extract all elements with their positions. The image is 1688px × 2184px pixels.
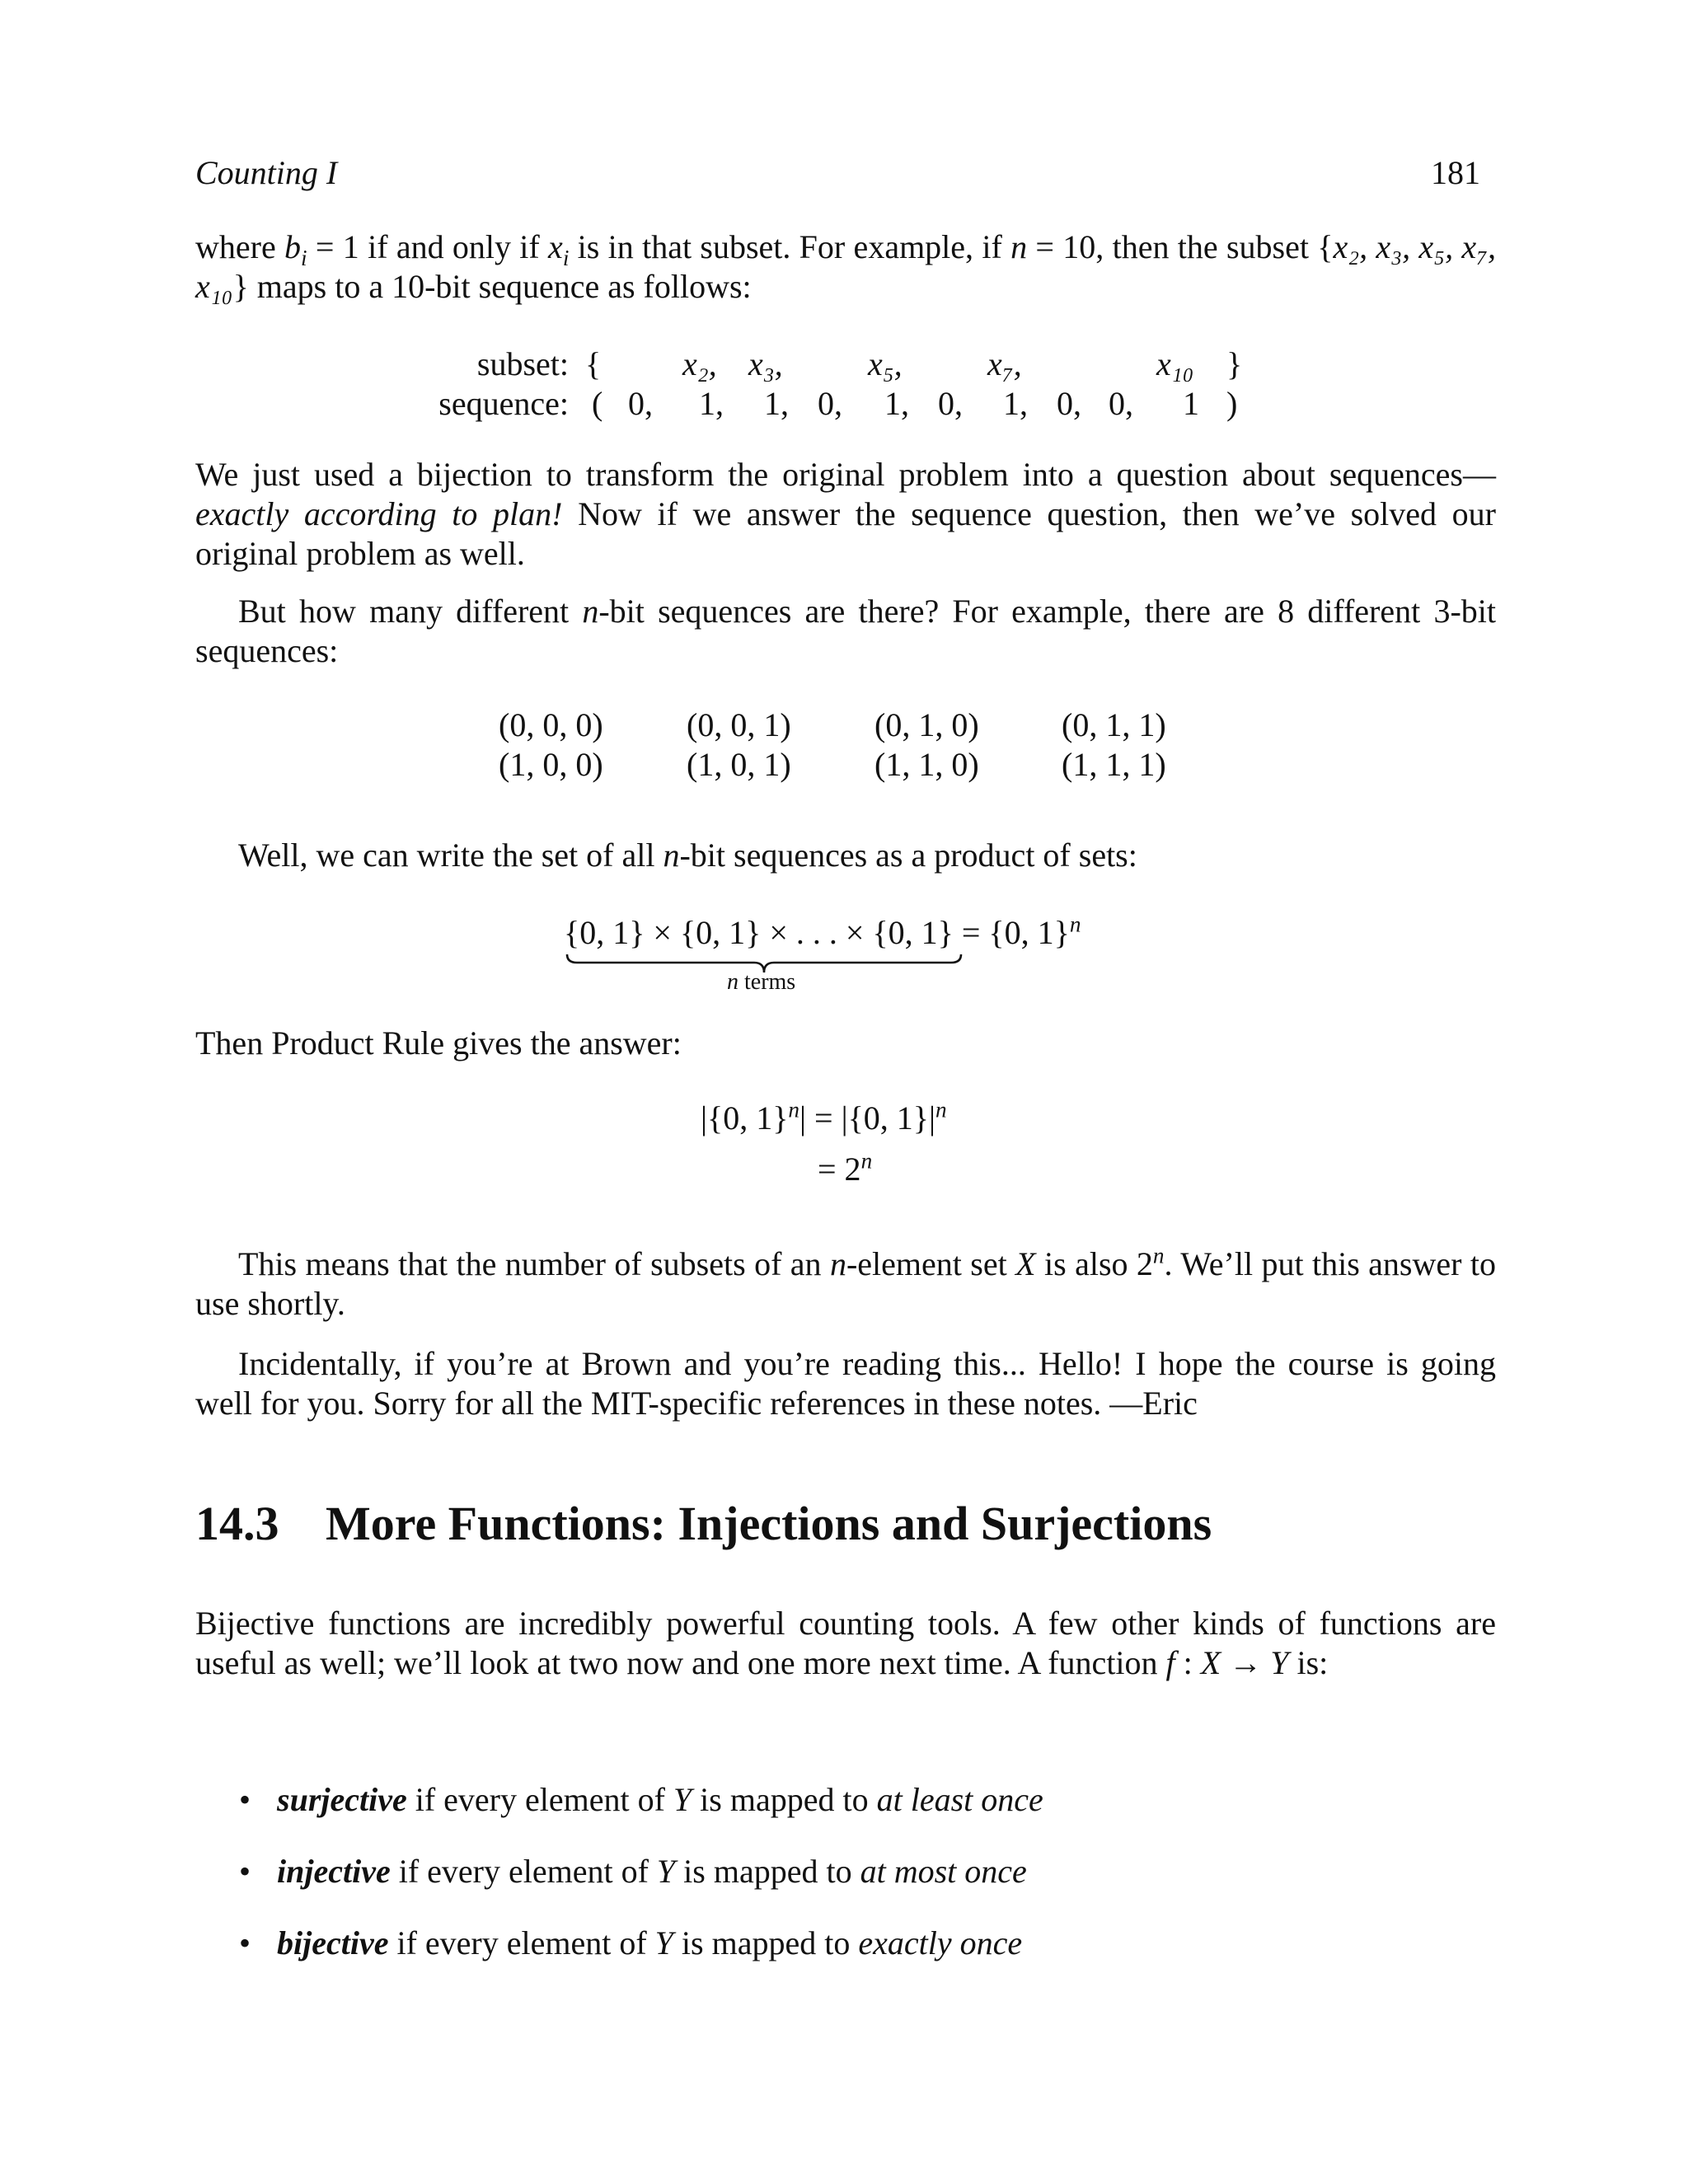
math-X: X xyxy=(1200,1644,1221,1681)
sequence-cell: 0, xyxy=(818,385,842,422)
underbrace-label xyxy=(727,969,795,996)
product-equation xyxy=(564,913,1081,953)
emphasis: exactly once xyxy=(858,1924,1023,1961)
sequence-cell: ( xyxy=(592,385,603,422)
tuple: (0, 0, 0) xyxy=(499,706,603,743)
text: is mapped to xyxy=(675,1853,860,1890)
sequence-cell: 0, xyxy=(1109,385,1133,422)
paragraph-product-rule xyxy=(195,1024,1496,1063)
math-sub: i xyxy=(301,246,307,270)
tuples-grid xyxy=(0,705,1688,788)
math-n: n xyxy=(663,837,680,874)
term-bijective: bijective xyxy=(277,1924,389,1961)
text: : xyxy=(1175,1644,1201,1681)
answer-equation-line2 xyxy=(818,1150,872,1189)
sequence-cell: ) xyxy=(1226,385,1238,422)
list-item xyxy=(239,1852,1475,1891)
math-n: n xyxy=(829,1245,846,1282)
text: Then Product Rule gives the answer: xyxy=(195,1024,682,1062)
text: = |{0, 1}| xyxy=(806,1099,935,1137)
sequence-label: sequence: xyxy=(438,385,569,422)
tuple: (1, 0, 0) xyxy=(499,746,603,783)
section-heading xyxy=(195,1496,1212,1551)
bullet-icon: • xyxy=(239,1781,251,1818)
product-lhs: {0, 1} × {0, 1} × . . . × {0, 1} xyxy=(564,914,954,951)
text: -bit sequences as a product of sets: xyxy=(679,837,1137,874)
paragraph-brown-note xyxy=(195,1344,1496,1423)
math-Y: Y xyxy=(654,1924,673,1961)
text: if every element of xyxy=(388,1924,655,1961)
running-title: Counting I xyxy=(195,154,338,191)
text: . We’ll put this answer to use shortly. xyxy=(195,1245,1496,1322)
answer-equation-line1 xyxy=(701,1099,947,1138)
sequence-cell: 1, xyxy=(699,385,724,422)
subset-cell: } xyxy=(1226,345,1243,382)
text: |{0, 1} xyxy=(701,1099,789,1137)
text: Now if we answer the sequence question, then we’ve solved our original problem as well. xyxy=(195,495,1496,572)
sequence-row xyxy=(321,384,1311,424)
math-Y: Y xyxy=(656,1853,676,1890)
text: Bijective functions are incredibly powerful counting tools. A few other kinds of functions are useful as well; we’ll look at two now and one more next time. A function xyxy=(195,1605,1496,1681)
text: We just used a bijection to transform the original problem into a question about sequences— xyxy=(195,456,1496,493)
paragraph-subsets-count xyxy=(195,1244,1496,1324)
tuple: (1, 1, 0) xyxy=(874,746,979,783)
subset-cell: x₅, xyxy=(868,345,903,382)
section-title: More Functions: Injections and Surjections xyxy=(326,1497,1212,1550)
tuple: (0, 1, 0) xyxy=(874,706,979,743)
math-brace: } xyxy=(232,268,249,305)
text: = 2 xyxy=(818,1151,861,1188)
math-brace: { xyxy=(1317,228,1334,265)
subset-cell: x₇, xyxy=(987,345,1022,382)
text: → xyxy=(1221,1644,1271,1681)
text: if every element of xyxy=(390,1853,657,1890)
list-item xyxy=(239,1924,1475,1963)
math-n: n xyxy=(582,593,599,630)
subset-cell: x₂, xyxy=(682,345,717,382)
text: Incidentally, if you’re at Brown and you’re reading this... Hello! I hope the course is going well for you. Sorry for all the MIT-specific references in these notes. —Eric xyxy=(195,1345,1496,1422)
math-x: x xyxy=(548,228,563,265)
text: is: xyxy=(1288,1644,1329,1681)
paragraph-function-kinds xyxy=(195,1604,1496,1683)
tuple: (0, 0, 1) xyxy=(687,706,791,743)
list-item xyxy=(239,1780,1475,1820)
bullet-icon: • xyxy=(239,1924,251,1961)
math-Y: Y xyxy=(673,1781,692,1818)
term-injective: injective xyxy=(277,1853,391,1890)
subset-label: subset: xyxy=(476,345,569,382)
page-number: 181 xyxy=(1431,154,1480,191)
tuple: (1, 0, 1) xyxy=(687,746,791,783)
text: is mapped to xyxy=(673,1924,859,1961)
math-sup: n xyxy=(788,1097,799,1122)
text: Well, we can write the set of all xyxy=(238,837,663,874)
math-n: n xyxy=(727,969,738,995)
text: -bit sequences are there? For example, there are 8 different 3-bit sequences: xyxy=(195,593,1496,669)
text: if every element of xyxy=(406,1781,673,1818)
math-sup: n xyxy=(1069,912,1081,937)
text: is in that subset. For example, if xyxy=(569,228,1011,265)
sequence-cell: 0, xyxy=(938,385,963,422)
sequence-cell: 1, xyxy=(764,385,789,422)
text: where xyxy=(195,228,285,265)
text: is also 2 xyxy=(1035,1245,1153,1282)
sequence-cell: 1 xyxy=(1183,385,1199,422)
subset-cell: x₁₀ xyxy=(1156,345,1194,382)
emphasis: at least once xyxy=(876,1781,1043,1818)
paragraph-how-many xyxy=(195,592,1496,671)
paragraph-bijection xyxy=(195,455,1496,574)
math-sup: n xyxy=(935,1097,947,1122)
tuple: (1, 1, 1) xyxy=(1062,746,1166,783)
paragraph-subset-mapping xyxy=(195,227,1496,307)
text: -element set xyxy=(846,1245,1016,1282)
subset-cell: x₃, xyxy=(748,345,783,382)
text: is mapped to xyxy=(692,1781,877,1818)
sequence-cell: 1, xyxy=(1003,385,1028,422)
function-kinds-list xyxy=(239,1780,1475,1995)
math-b: b xyxy=(284,228,302,265)
emphasis: at most once xyxy=(860,1853,1027,1890)
product-rhs: = {0, 1} xyxy=(953,914,1070,951)
paragraph-product-of-sets xyxy=(195,836,1496,875)
subset-row xyxy=(321,344,1311,384)
math-sup: n xyxy=(860,1148,873,1174)
text: = 10, then the subset xyxy=(1027,228,1309,265)
term-surjective: surjective xyxy=(277,1781,407,1818)
sequence-cell: 1, xyxy=(884,385,909,422)
text: But how many different xyxy=(238,593,583,630)
subset-cell: { xyxy=(585,345,602,382)
bullet-icon: • xyxy=(239,1853,251,1890)
math-set-elements: x₂, x₃, x₅, x₇, x₁₀ xyxy=(195,228,1497,305)
math-Y: Y xyxy=(1270,1644,1289,1681)
sequence-cell: 0, xyxy=(628,385,653,422)
emphasis: exactly according to plan! xyxy=(195,495,563,532)
math-sup: n xyxy=(1152,1243,1165,1268)
math-n: n xyxy=(1010,228,1028,265)
sequence-cell: 0, xyxy=(1057,385,1081,422)
math-X: X xyxy=(1015,1245,1036,1282)
math-sub: i xyxy=(562,246,570,270)
text: = 1 if and only if xyxy=(307,228,549,265)
text: | xyxy=(799,1099,807,1137)
section-number: 14.3 xyxy=(195,1497,279,1550)
text: maps to a 10-bit sequence as follows: xyxy=(248,268,752,305)
text: terms xyxy=(738,969,796,995)
text: This means that the number of subsets of an xyxy=(238,1245,830,1282)
math-f: f xyxy=(1165,1644,1175,1681)
tuple: (0, 1, 1) xyxy=(1062,706,1166,743)
